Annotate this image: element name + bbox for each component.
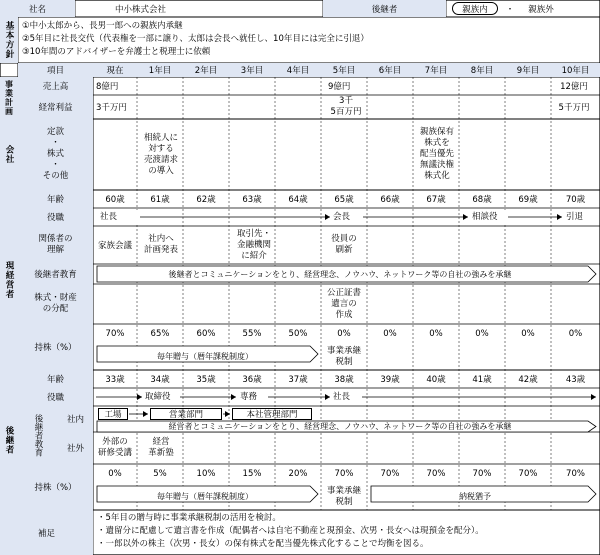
s-arrow-sales-head — [225, 411, 230, 417]
supplement-line: ・5年目の贈与時に事業承継税制の活用を検討。 — [97, 513, 281, 523]
cm-age-cell: 69歳 — [518, 195, 538, 205]
s-holding-cell: 70% — [380, 469, 400, 479]
cm-successor-edu-text: 後継者とコミュニケーションをとり、経営理念、ノウハウ、ネットワーク等の自社の強みを承継 — [168, 269, 512, 279]
s-age-cell: 34歳 — [150, 375, 170, 385]
s-holding-cell: 10% — [196, 469, 216, 479]
line: 配当優先 — [419, 149, 454, 159]
policy-line: ③10年間のアドバイザーを弁護士と税理士に依頼 — [22, 47, 211, 57]
row-label-line: 株式・財産 — [34, 293, 77, 303]
cm-holding-cell: 0% — [429, 329, 443, 339]
s-holding-cell: 15% — [242, 469, 262, 479]
row-label-s-age: 年齢 — [18, 370, 93, 388]
s-role-managing: 専務 — [240, 390, 266, 404]
external-training — [93, 432, 137, 464]
row-label-s-holdings: 持株（%） — [18, 464, 93, 510]
line: 相続人に — [143, 132, 178, 143]
s-age-cell: 38歳 — [334, 375, 354, 385]
line: 税制 — [335, 357, 353, 367]
row-label-shares — [18, 284, 93, 324]
line: 売渡請求 — [143, 154, 178, 165]
line: 対する — [148, 143, 174, 154]
column-header-year: 現在 — [93, 63, 137, 77]
line: 株式を — [424, 138, 450, 148]
option-outside-family: 親族外 — [528, 4, 554, 15]
column-header-year: 10年目 — [551, 63, 600, 77]
successor-section-label: 後継者 — [4, 425, 14, 455]
supplement-lines — [97, 512, 597, 554]
line: 革新塾 — [148, 448, 174, 458]
sales-y5: 9億円 — [328, 82, 351, 92]
row-label-external: 社外 — [58, 432, 93, 464]
cm-age-cell: 70歳 — [565, 195, 586, 205]
cm-holding-cell: 60% — [196, 329, 216, 339]
profit-y5-line: 3千 — [339, 96, 353, 106]
cm-role-chairman: 会長 — [333, 210, 363, 224]
row-label-line: その他 — [42, 171, 69, 181]
dept-sales: 営業部門 — [150, 408, 222, 420]
company-section — [0, 119, 18, 190]
company-label: 社名 — [0, 0, 75, 17]
s-holding-cell: 70% — [566, 469, 585, 479]
s-holding-cell: 70% — [518, 469, 538, 479]
cm-age-cell: 61歳 — [150, 195, 170, 205]
will-creation — [321, 284, 367, 324]
s-arrow-president-head — [591, 394, 596, 400]
option-inside-family: 親族内 — [452, 2, 498, 15]
policy-line: ②5年目に社長交代（代表権を一部に譲り、太郎は会長へ就任し、10年目には完全に引退） — [22, 34, 369, 44]
row-label-line: ・ — [51, 138, 60, 148]
policy-line: ①中小太郎から、長男一郎への親族内承継 — [22, 21, 183, 31]
s-holding-cell: 70% — [426, 469, 446, 479]
cm-age-cell: 63歳 — [242, 195, 262, 205]
line: の導入 — [148, 165, 174, 176]
column-header-year: 5年目 — [321, 63, 367, 77]
line: 計画発表 — [143, 245, 178, 255]
policy-lines — [22, 17, 592, 63]
supplement-label: 補足 — [0, 510, 93, 555]
cm-arrow-chairman-head — [463, 214, 468, 220]
line: 公正証書 — [326, 287, 361, 298]
line: 経営 — [152, 437, 170, 447]
profit-y5 — [322, 95, 370, 119]
row-label-profit: 経常利益 — [18, 95, 93, 119]
line: 事業承継 — [326, 346, 361, 356]
s-age-cell: 35歳 — [196, 375, 216, 385]
cm-holding-cell: 0% — [383, 329, 397, 339]
row-label-line: ・ — [51, 160, 60, 170]
column-header-year: 9年目 — [505, 63, 551, 77]
sales-now: 8億円 — [96, 82, 119, 92]
profit-now: 3千万円 — [96, 103, 127, 113]
row-label-s-edu — [18, 406, 58, 464]
cm-holding-cell: 0% — [521, 329, 535, 339]
current-manager-label: 現経営者 — [4, 261, 14, 299]
row-label-line: の分配 — [42, 304, 69, 314]
s-deferral-text: 納税猶予 — [459, 491, 491, 501]
column-header-year: 1年目 — [137, 63, 183, 77]
sales-y10: 12億円 — [560, 82, 588, 92]
s-age-cell: 42歳 — [518, 375, 538, 385]
y7-preferred-shares — [413, 119, 461, 190]
cm-age-cell: 66歳 — [380, 195, 400, 205]
cm-holding-cell: 0% — [475, 329, 489, 339]
dept-factory: 工場 — [98, 408, 128, 420]
cm-age-cell: 60歳 — [105, 195, 125, 205]
s-edu-label: 後継者教育 — [33, 413, 43, 457]
cm-role-advisor: 相談役 — [472, 210, 508, 224]
row-label-cm-role: 役職 — [18, 208, 93, 226]
row-label-articles — [18, 119, 93, 190]
row-label-internal: 社内 — [58, 406, 93, 432]
row-label-cm-holdings: 持株（%） — [18, 324, 93, 370]
line: 税制 — [335, 497, 353, 507]
cm-age-cell: 62歳 — [196, 195, 216, 205]
line: 株式化 — [424, 171, 450, 181]
line: 刷新 — [335, 245, 353, 255]
option-separator: ・ — [505, 4, 515, 15]
s-holding-cell: 20% — [288, 469, 308, 479]
dept-hq: 本社管理部門 — [232, 408, 312, 420]
line: 役員の — [331, 234, 357, 244]
line: 無議決権 — [419, 160, 454, 170]
s-arrow-director-head — [231, 394, 236, 400]
column-header-year: 2年目 — [183, 63, 229, 77]
cm-holding-cell: 65% — [150, 329, 170, 339]
y1-sale-request — [137, 119, 185, 190]
cm-holding-cell: 70% — [105, 329, 125, 339]
cm-holding-cell: 0% — [568, 329, 583, 339]
cm-tax-text — [321, 345, 367, 369]
row-label-stakeholders — [18, 226, 93, 264]
s-arrow-factory-head — [143, 411, 148, 417]
introduce-partners — [229, 226, 279, 264]
line: に紹介 — [241, 250, 267, 261]
s-arrow-start-head — [137, 394, 142, 400]
column-header-year: 3年目 — [229, 63, 275, 77]
row-label-s-role: 役職 — [18, 388, 93, 406]
profit-y10: 5千万円 — [558, 103, 590, 113]
row-label-cm-age: 年齢 — [18, 190, 93, 208]
successor-label: 後継者 — [323, 0, 446, 17]
line: 社内へ — [148, 234, 174, 244]
line: 作成 — [335, 309, 353, 320]
cm-holding-cell: 0% — [337, 329, 351, 339]
column-header-year: 7年目 — [413, 63, 459, 77]
s-age-cell: 37歳 — [288, 375, 308, 385]
line: 遺言の — [331, 298, 357, 309]
cm-age-cell: 68歳 — [472, 195, 492, 205]
cm-age-cell: 64歳 — [288, 195, 308, 205]
row-label-line: 定款 — [46, 127, 64, 137]
line: 外部の — [102, 437, 128, 447]
company-value: 中小株式会社 — [115, 4, 167, 15]
company-section-label: 会社 — [4, 145, 14, 164]
cm-arrow-president-head — [325, 214, 330, 220]
s-holding-cell: 70% — [472, 469, 492, 479]
s-age-cell: 40歳 — [426, 375, 446, 385]
business-plan-label: 事業計画 — [4, 80, 14, 116]
line: 親族保有 — [419, 127, 454, 137]
cm-arrow-advisor-head — [557, 214, 562, 220]
policy-section-label — [0, 17, 18, 63]
line: 金融機関 — [236, 239, 271, 250]
s-tax-text — [321, 485, 367, 509]
family-meeting: 家族会議 — [97, 241, 132, 251]
cm-holding-cell: 55% — [242, 329, 262, 339]
line: 事業承継 — [326, 486, 361, 496]
s-age-cell: 43歳 — [565, 375, 586, 385]
cm-holding-cell: 50% — [288, 329, 308, 339]
row-label-successor-edu: 後継者教育 — [18, 264, 93, 284]
cm-role-retired: 引退 — [566, 212, 584, 222]
s-holding-cell: 70% — [334, 469, 354, 479]
s-role-director: 取締役 — [145, 390, 179, 404]
mgmt-school — [137, 432, 185, 464]
s-role-president: 社長 — [333, 390, 361, 404]
column-header-year: 6年目 — [367, 63, 413, 77]
s-holding-cell: 5% — [153, 469, 167, 479]
successor-section — [0, 370, 18, 510]
s-holding-cell: 0% — [108, 469, 122, 479]
cm-age-cell: 65歳 — [334, 195, 354, 205]
internal-announcement — [137, 226, 185, 264]
s-age-cell: 41歳 — [472, 375, 492, 385]
cm-role-president: 社長 — [100, 210, 140, 224]
line: 取引先・ — [236, 228, 271, 239]
s-arrow-managing-head — [325, 394, 330, 400]
column-header-year: 4年目 — [275, 63, 321, 77]
s-age-cell: 39歳 — [380, 375, 400, 385]
cm-gift-text: 毎年贈与（暦年課税制度） — [157, 351, 253, 361]
supplement-line: ・一郎以外の株主（次男・長女）の保有株式を配当優先株式化することで均衡を図る。 — [97, 539, 429, 549]
row-label-line: 理解 — [46, 245, 64, 255]
row-label-line: 関係者の — [38, 234, 73, 244]
row-label-line: 株式 — [46, 149, 64, 159]
business-plan-section — [0, 77, 18, 119]
s-gift-text: 毎年贈与（暦年課税制度） — [157, 491, 253, 501]
row-label-sales: 売上高 — [18, 77, 93, 95]
policy-label: 基本方針 — [4, 21, 14, 59]
s-age-cell: 36歳 — [242, 375, 262, 385]
board-refresh — [321, 226, 367, 264]
s-internal-text: 経営者とコミュニケーションをとり、経営理念、ノウハウ、ネットワーク等の自社の強みを承継 — [168, 422, 512, 431]
line: 研修受講 — [97, 448, 132, 458]
s-age-cell: 33歳 — [105, 375, 125, 385]
profit-y5-line: 5百万円 — [330, 107, 362, 117]
current-manager-section — [0, 190, 18, 370]
column-header-year: 8年目 — [459, 63, 505, 77]
supplement-line: ・遺留分に配慮して遺言書を作成（配偶者へは自宅不動産と現預金、次男・長女へは現預金を配分）。 — [97, 526, 484, 536]
column-header-item: 項目 — [18, 63, 93, 77]
cm-age-cell: 67歳 — [426, 195, 446, 205]
